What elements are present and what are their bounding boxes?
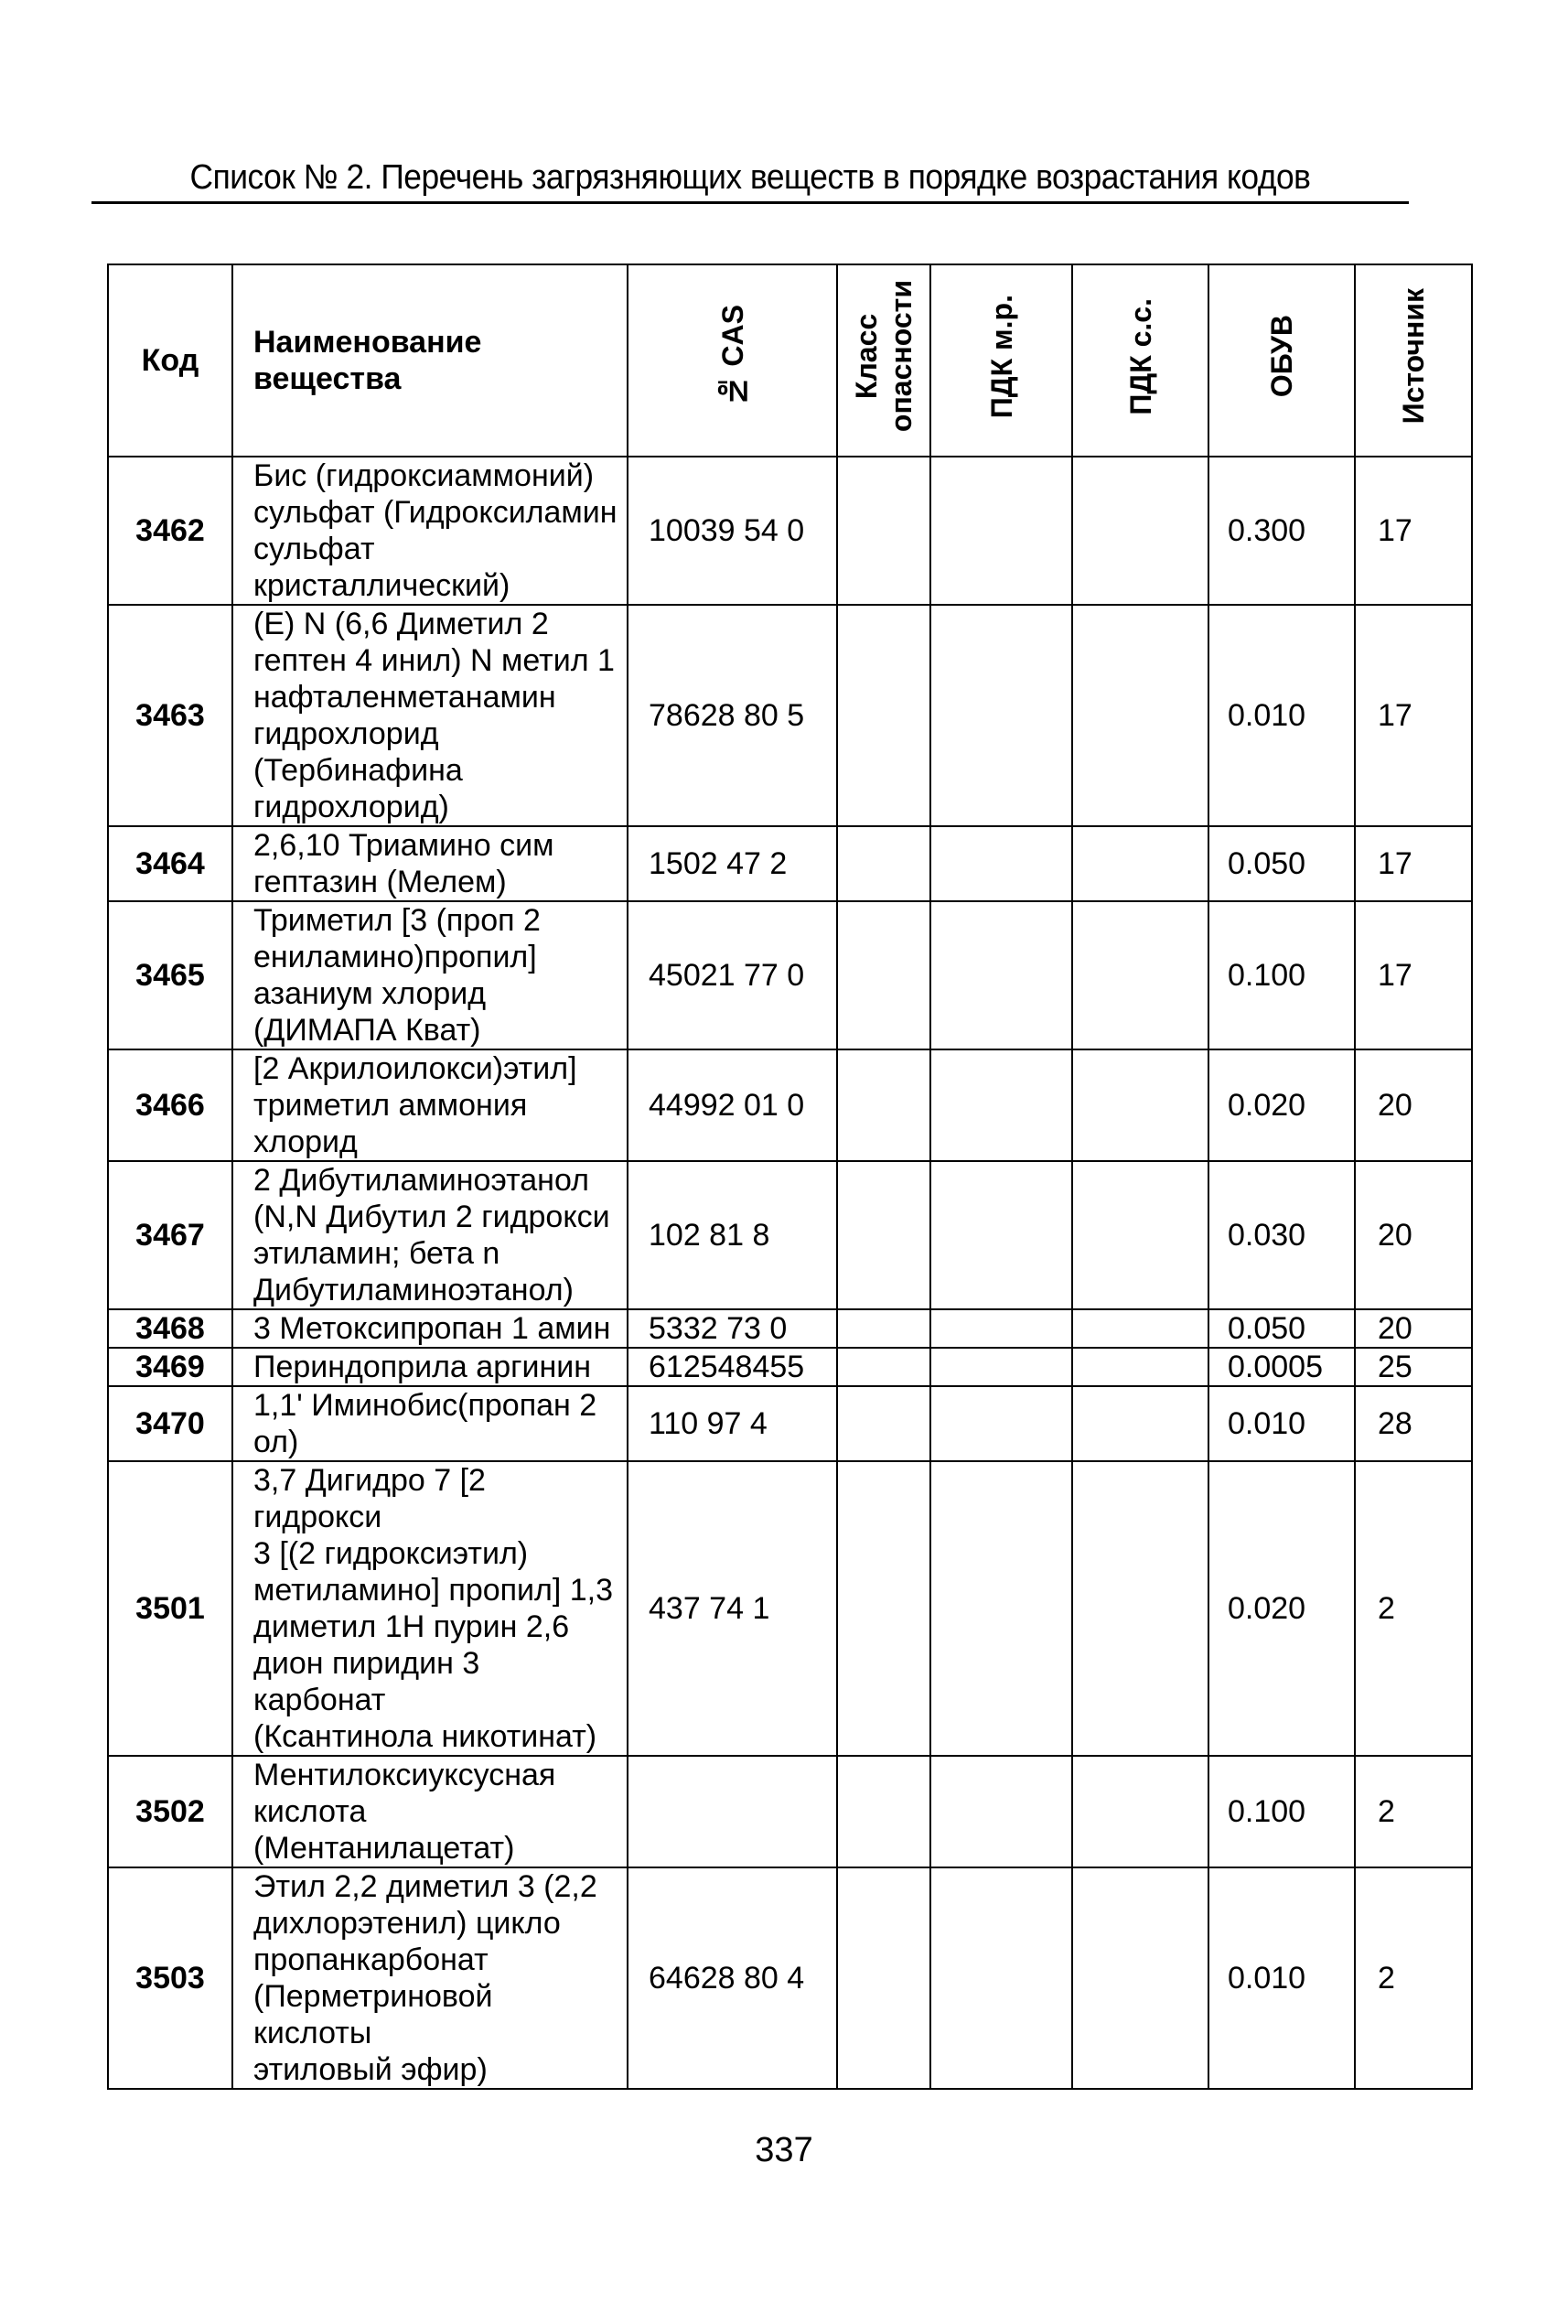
cell-pdk-mr xyxy=(930,901,1072,1049)
table-row xyxy=(108,1756,1472,1867)
substances-table xyxy=(107,264,1473,2090)
cell-source: 17 xyxy=(1355,605,1472,826)
cell-source: 17 xyxy=(1355,901,1472,1049)
cell-pdk-ss xyxy=(1072,1049,1208,1161)
cell-obuv: 0.100 xyxy=(1208,1756,1355,1867)
cell-pdk-mr xyxy=(930,1461,1072,1756)
column-header-pdk-mr-label: ПДК м.р. xyxy=(984,294,1018,419)
cell-hazard-class xyxy=(837,1309,930,1348)
column-header-pdk-mr xyxy=(930,264,1072,457)
column-header-pdk-ss-label: ПДК с.с. xyxy=(1123,297,1157,415)
column-header-code: Код xyxy=(108,264,232,457)
cell-name: Ментилоксиуксусная кислота (Ментанилацетат) xyxy=(232,1756,628,1867)
cell-pdk-mr xyxy=(930,1161,1072,1309)
table-row xyxy=(108,1049,1472,1161)
column-header-pdk-ss xyxy=(1072,264,1208,457)
column-header-cas-label: № CAS xyxy=(715,305,749,408)
cell-code: 3501 xyxy=(108,1461,232,1756)
cell-cas: 1502 47 2 xyxy=(628,826,837,901)
cell-obuv: 0.010 xyxy=(1208,605,1355,826)
cell-code: 3462 xyxy=(108,457,232,605)
cell-pdk-mr xyxy=(930,826,1072,901)
cell-pdk-ss xyxy=(1072,1386,1208,1461)
cell-obuv: 0.300 xyxy=(1208,457,1355,605)
column-header-source xyxy=(1355,264,1472,457)
cell-hazard-class xyxy=(837,457,930,605)
cell-source: 20 xyxy=(1355,1161,1472,1309)
cell-pdk-mr xyxy=(930,1867,1072,2089)
cell-hazard-class xyxy=(837,826,930,901)
cell-name: Этил 2,2 диметил 3 (2,2 дихлорэтенил) цикло пропанкарбонат (Перметриновой кислоты этиловый эфир) xyxy=(232,1867,628,2089)
cell-cas: 612548455 xyxy=(628,1348,837,1386)
cell-name: 3 Метоксипропан 1 амин xyxy=(232,1309,628,1348)
cell-obuv: 0.030 xyxy=(1208,1161,1355,1309)
column-header-hazard-class-label: Класс опасности xyxy=(850,280,918,433)
cell-hazard-class xyxy=(837,1461,930,1756)
cell-pdk-ss xyxy=(1072,1461,1208,1756)
table-row xyxy=(108,457,1472,605)
cell-name: 2 Дибутиламиноэтанол (N,N Дибутил 2 гидрокси этиламин; бета n Дибутиламиноэтанол) xyxy=(232,1161,628,1309)
cell-name: (E) N (6,6 Диметил 2 гептен 4 инил) N метил 1 нафталенметанамин гидрохлорид (Тербинафина гидрохлорид) xyxy=(232,605,628,826)
cell-hazard-class xyxy=(837,605,930,826)
cell-pdk-ss xyxy=(1072,1309,1208,1348)
cell-code: 3470 xyxy=(108,1386,232,1461)
cell-source: 2 xyxy=(1355,1867,1472,2089)
cell-code: 3503 xyxy=(108,1867,232,2089)
cell-source: 2 xyxy=(1355,1756,1472,1867)
cell-pdk-ss xyxy=(1072,1756,1208,1867)
table-row xyxy=(108,1386,1472,1461)
column-header-obuv-label: ОБУВ xyxy=(1265,315,1298,398)
cell-name: Бис (гидроксиаммоний) сульфат (Гидроксиламин сульфат кристаллический) xyxy=(232,457,628,605)
cell-pdk-ss xyxy=(1072,901,1208,1049)
cell-source: 17 xyxy=(1355,826,1472,901)
table-row xyxy=(108,901,1472,1049)
cell-source: 17 xyxy=(1355,457,1472,605)
cell-pdk-mr xyxy=(930,1348,1072,1386)
cell-cas: 78628 80 5 xyxy=(628,605,837,826)
cell-code: 3464 xyxy=(108,826,232,901)
cell-source: 20 xyxy=(1355,1309,1472,1348)
cell-hazard-class xyxy=(837,1348,930,1386)
cell-code: 3468 xyxy=(108,1309,232,1348)
cell-pdk-ss xyxy=(1072,826,1208,901)
cell-hazard-class xyxy=(837,901,930,1049)
cell-hazard-class xyxy=(837,1049,930,1161)
cell-pdk-ss xyxy=(1072,457,1208,605)
title-divider xyxy=(91,201,1409,204)
table-header-row xyxy=(108,264,1472,457)
cell-obuv: 0.0005 xyxy=(1208,1348,1355,1386)
table-row xyxy=(108,1309,1472,1348)
cell-source: 25 xyxy=(1355,1348,1472,1386)
cell-code: 3467 xyxy=(108,1161,232,1309)
table-row xyxy=(108,1161,1472,1309)
cell-obuv: 0.050 xyxy=(1208,826,1355,901)
cell-cas: 110 97 4 xyxy=(628,1386,837,1461)
cell-name: Периндоприла аргинин xyxy=(232,1348,628,1386)
cell-hazard-class xyxy=(837,1161,930,1309)
cell-obuv: 0.010 xyxy=(1208,1386,1355,1461)
cell-obuv: 0.100 xyxy=(1208,901,1355,1049)
cell-pdk-ss xyxy=(1072,605,1208,826)
cell-name: [2 Акрилоилокси)этил] триметил аммония хлорид xyxy=(232,1049,628,1161)
cell-pdk-ss xyxy=(1072,1348,1208,1386)
cell-hazard-class xyxy=(837,1756,930,1867)
cell-pdk-mr xyxy=(930,457,1072,605)
cell-source: 28 xyxy=(1355,1386,1472,1461)
column-header-hazard-class xyxy=(837,264,930,457)
cell-cas: 437 74 1 xyxy=(628,1461,837,1756)
cell-source: 20 xyxy=(1355,1049,1472,1161)
cell-cas xyxy=(628,1756,837,1867)
cell-hazard-class xyxy=(837,1867,930,2089)
cell-name: 3,7 Дигидро 7 [2 гидрокси 3 [(2 гидроксиэтил) метиламино] пропил] 1,3 диметил 1Н пурин 2,6 дион пиридин 3 карбонат (Ксантинола никотинат) xyxy=(232,1461,628,1756)
cell-hazard-class xyxy=(837,1386,930,1461)
cell-pdk-mr xyxy=(930,1049,1072,1161)
cell-obuv: 0.010 xyxy=(1208,1867,1355,2089)
column-header-source-label: Источник xyxy=(1397,288,1430,425)
table-row xyxy=(108,1348,1472,1386)
cell-pdk-mr xyxy=(930,1386,1072,1461)
cell-obuv: 0.050 xyxy=(1208,1309,1355,1348)
table-row xyxy=(108,826,1472,901)
cell-cas: 64628 80 4 xyxy=(628,1867,837,2089)
table-row xyxy=(108,605,1472,826)
cell-name: 2,6,10 Триамино сим гептазин (Мелем) xyxy=(232,826,628,901)
cell-code: 3469 xyxy=(108,1348,232,1386)
cell-obuv: 0.020 xyxy=(1208,1049,1355,1161)
cell-cas: 102 81 8 xyxy=(628,1161,837,1309)
cell-code: 3465 xyxy=(108,901,232,1049)
cell-cas: 10039 54 0 xyxy=(628,457,837,605)
cell-cas: 44992 01 0 xyxy=(628,1049,837,1161)
cell-code: 3502 xyxy=(108,1756,232,1867)
column-header-cas xyxy=(628,264,837,457)
cell-cas: 5332 73 0 xyxy=(628,1309,837,1348)
cell-code: 3466 xyxy=(108,1049,232,1161)
cell-cas: 45021 77 0 xyxy=(628,901,837,1049)
column-header-name: Наименование вещества xyxy=(232,264,628,457)
cell-pdk-mr xyxy=(930,1756,1072,1867)
table-row xyxy=(108,1867,1472,2089)
column-header-obuv xyxy=(1208,264,1355,457)
cell-pdk-ss xyxy=(1072,1867,1208,2089)
cell-pdk-mr xyxy=(930,1309,1072,1348)
cell-pdk-mr xyxy=(930,605,1072,826)
page-title: Список № 2. Перечень загрязняющих веществ в порядке возрастания кодов xyxy=(189,158,1311,197)
cell-name: Триметил [3 (проп 2 ениламино)пропил] азаниум хлорид (ДИМАПА Кват) xyxy=(232,901,628,1049)
table-row xyxy=(108,1461,1472,1756)
cell-name: 1,1' Иминобис(пропан 2 ол) xyxy=(232,1386,628,1461)
cell-obuv: 0.020 xyxy=(1208,1461,1355,1756)
cell-source: 2 xyxy=(1355,1461,1472,1756)
page-number: 337 xyxy=(755,2131,813,2169)
cell-code: 3463 xyxy=(108,605,232,826)
cell-pdk-ss xyxy=(1072,1161,1208,1309)
